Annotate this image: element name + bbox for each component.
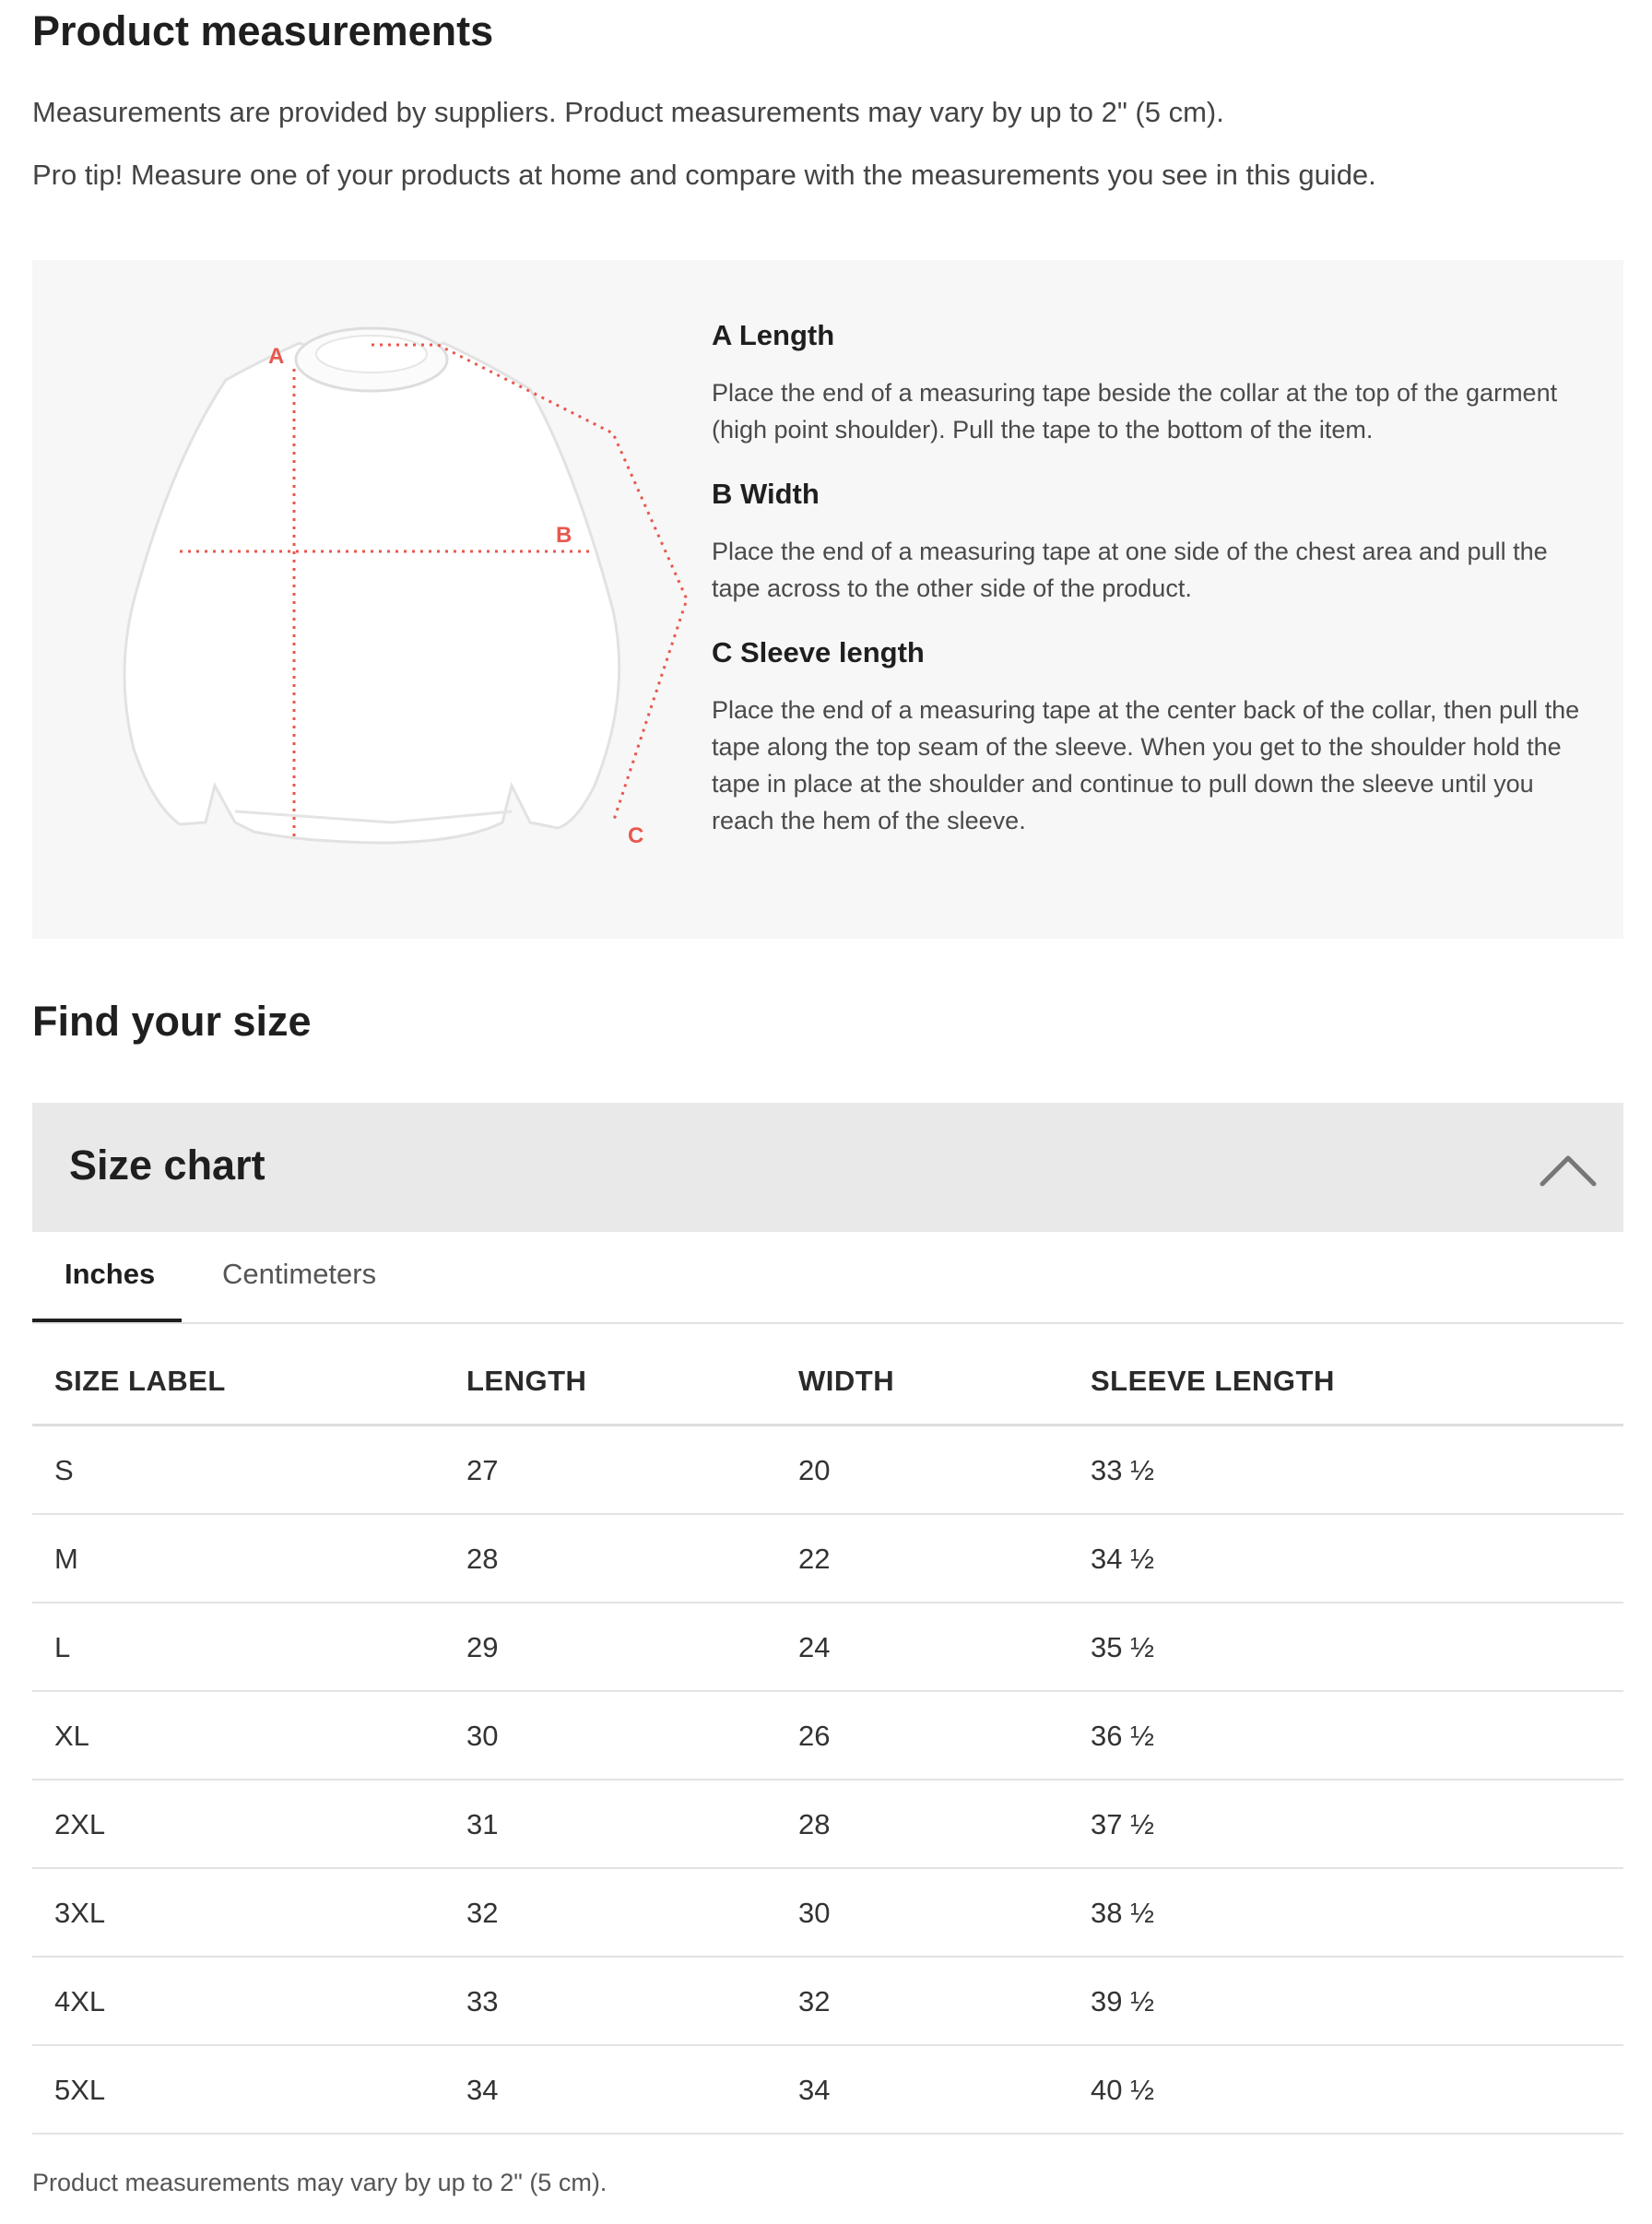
- cell-width: 26: [798, 1720, 831, 1752]
- cell-sleeve: 35 ½: [1091, 1631, 1154, 1663]
- supplier-disclaimer: Measurements are provided by suppliers. Product measurements may vary by up to 2" (5 cm).: [32, 96, 1224, 128]
- cell-size: 2XL: [54, 1808, 106, 1840]
- definition-title-length: A Length: [712, 319, 835, 351]
- tab-centimeters[interactable]: Centimeters: [222, 1258, 377, 1290]
- find-size-title: Find your size: [32, 998, 312, 1045]
- cell-size: L: [54, 1631, 71, 1663]
- definition-text-width: Place the end of a measuring tape at one side of the chest area and pull the tape across to the other side of the product.: [712, 538, 1548, 602]
- table-row: [32, 2046, 1623, 2135]
- cell-length: 32: [466, 1897, 499, 1929]
- label-c: C: [628, 823, 644, 848]
- page-title: Product measurements: [32, 7, 494, 54]
- cell-sleeve: 40 ½: [1091, 2074, 1154, 2106]
- size-table: [32, 1324, 1623, 2135]
- definition-title-sleeve: C Sleeve length: [712, 636, 925, 668]
- table-row: [32, 1958, 1623, 2046]
- size-chart-title: Size chart: [69, 1142, 266, 1189]
- cell-width: 28: [798, 1808, 831, 1840]
- label-b: B: [556, 523, 572, 548]
- cell-length: 30: [466, 1720, 499, 1752]
- size-chart-accordion-header[interactable]: [32, 1103, 1623, 1232]
- measurement-definitions: [712, 317, 1597, 867]
- definition-title-width: B Width: [712, 478, 820, 510]
- sweatshirt-collar-inner: [316, 336, 427, 373]
- table-header-row: [32, 1324, 1623, 1426]
- cell-size: 3XL: [54, 1897, 106, 1929]
- cell-size: M: [54, 1543, 78, 1575]
- header-size-label: SIZE LABEL: [54, 1365, 226, 1397]
- tab-inches[interactable]: Inches: [65, 1258, 156, 1290]
- cell-length: 29: [466, 1631, 499, 1663]
- header-length: LENGTH: [466, 1365, 587, 1397]
- cell-size: S: [54, 1454, 74, 1486]
- pro-tip: Pro tip! Measure one of your products at home and compare with the measurements you see in this guide.: [32, 159, 1376, 191]
- definition-text-length: Place the end of a measuring tape beside the collar at the top of the garment (high point shoulder). Pull the tape to the bottom of the item.: [712, 379, 1558, 444]
- table-row: [32, 1426, 1623, 1515]
- table-row: [32, 1603, 1623, 1692]
- cell-width: 32: [798, 1985, 831, 2017]
- cell-sleeve: 39 ½: [1091, 1985, 1154, 2017]
- table-row: [32, 1692, 1623, 1780]
- cell-length: 28: [466, 1543, 499, 1575]
- cell-sleeve: 37 ½: [1091, 1808, 1154, 1840]
- cell-length: 34: [466, 2074, 499, 2106]
- cell-width: 22: [798, 1543, 831, 1575]
- cell-sleeve: 34 ½: [1091, 1543, 1154, 1575]
- cell-sleeve: 38 ½: [1091, 1897, 1154, 1929]
- cell-length: 33: [466, 1985, 499, 2017]
- cell-length: 31: [466, 1808, 499, 1840]
- cell-size: 5XL: [54, 2074, 106, 2106]
- active-tab-indicator: [32, 1319, 182, 1322]
- measurement-guide-panel: [32, 260, 1623, 939]
- cell-width: 24: [798, 1631, 831, 1663]
- cell-sleeve: 33 ½: [1091, 1454, 1154, 1486]
- cell-width: 34: [798, 2074, 831, 2106]
- chevron-up-icon[interactable]: [1531, 1140, 1605, 1195]
- definition-text-sleeve: Place the end of a measuring tape at the center back of the collar, then pull the tape along the top seam of the sleeve. When you get to the shoulder hold the tape in place at the shoulder and continue to pull down the sleeve until you reach the hem of the sleeve.: [712, 696, 1580, 834]
- header-width: WIDTH: [798, 1365, 895, 1397]
- table-row: [32, 1869, 1623, 1958]
- table-row: [32, 1780, 1623, 1869]
- label-a: A: [268, 344, 285, 369]
- unit-tabs: [32, 1232, 1623, 1324]
- table-row: [32, 1515, 1623, 1603]
- sweatshirt-shape: [124, 343, 620, 843]
- cell-sleeve: 36 ½: [1091, 1720, 1154, 1752]
- header-sleeve-length: SLEEVE LENGTH: [1091, 1365, 1335, 1397]
- sweatshirt-diagram: [97, 306, 705, 878]
- cell-width: 30: [798, 1897, 831, 1929]
- cell-size: XL: [54, 1720, 89, 1752]
- cell-size: 4XL: [54, 1985, 106, 2017]
- cell-length: 27: [466, 1454, 499, 1486]
- measurement-footnote: Product measurements may vary by up to 2" (5 cm).: [32, 2169, 608, 2196]
- cell-width: 20: [798, 1454, 831, 1486]
